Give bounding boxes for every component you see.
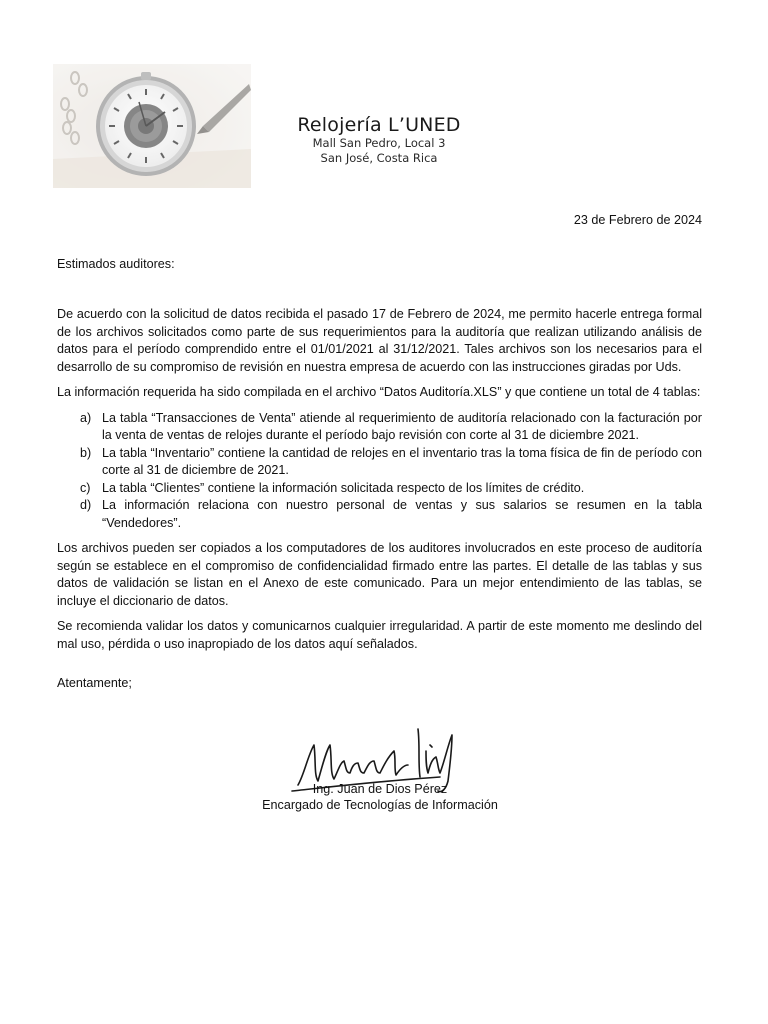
letter-body <box>57 306 702 661</box>
letter-date: 23 de Febrero de 2024 <box>573 213 702 227</box>
list-item-text: La tabla “Clientes” contiene la información solicitada respecto de los límites de crédito. <box>102 480 585 495</box>
paragraph-1: De acuerdo con la solicitud de datos recibida el pasado 17 de Febrero de 2024, me permito hacerle entrega formal de los archivos solicitados como parte de sus requerimientos para la auditoría que realizan utilizando análisis de datos para el período comprendido entre el 01/01/2021 al 31/12/2021. Tales archivos son los necesarios para el desarrollo de su compromiso de revisión en nuestra empresa de acuerdo con las instrucciones giradas por Uds. <box>57 307 702 374</box>
list-marker: c) <box>80 480 91 495</box>
address-line-2: San José, Costa Rica <box>320 151 438 165</box>
list-marker: b) <box>80 445 92 460</box>
tables-list <box>57 410 702 533</box>
list-item-text: La tabla “Inventario” contiene la cantidad de relojes en el inventario tras la toma física de fin de período con corte al 31 de diciembre de 2021. <box>102 445 702 477</box>
salutation: Estimados auditores: <box>57 257 175 271</box>
signer-block <box>230 781 530 813</box>
list-item-text: La información relaciona con nuestro personal de ventas y sus salarios se resumen en la tabla “Vendedores”. <box>102 498 702 530</box>
address-line-1: Mall San Pedro, Local 3 <box>312 136 446 150</box>
company-header <box>258 114 500 166</box>
list-item <box>57 410 702 445</box>
pocket-watch-image <box>53 64 251 188</box>
signer-name: Ing. Juan de Dios Pérez <box>312 782 448 796</box>
company-name: Relojería L’UNED <box>297 114 461 136</box>
list-marker: a) <box>80 410 92 425</box>
paragraph-4: Se recomienda validar los datos y comunicarnos cualquier irregularidad. A partir de este momento me deslindo del mal uso, pérdida o uso inapropiado de los datos aquí señalados. <box>57 619 702 651</box>
paragraph-2: La información requerida ha sido compilada en el archivo “Datos Auditoría.XLS” y que contiene un total de 4 tablas: <box>57 385 701 399</box>
closing: Atentamente; <box>57 676 132 690</box>
list-item <box>57 445 702 480</box>
list-item <box>57 497 702 532</box>
signer-title: Encargado de Tecnologías de Información <box>262 798 498 812</box>
paragraph-3: Los archivos pueden ser copiados a los computadores de los auditores involucrados en este proceso de auditoría según se establece en el compromiso de confidencialidad firmado entre las partes. El detalle de las tablas y sus datos de validación se listan en el Anexo de este comunicado. Para un mejor entendimiento de las tablas, se incluye el diccionario de datos. <box>57 541 702 608</box>
list-marker: d) <box>80 498 92 512</box>
list-item-text: La tabla “Transacciones de Venta” atiende al requerimiento de auditoría relacionado con la facturación por la venta de ventas de relojes durante el período bajo revisión con corte al 31 de diciembre 2021. <box>102 410 702 442</box>
list-item <box>57 480 702 498</box>
